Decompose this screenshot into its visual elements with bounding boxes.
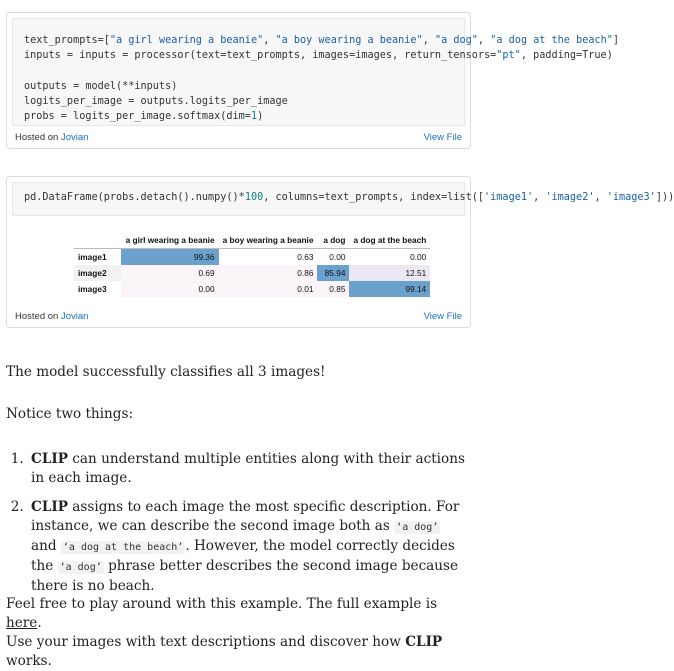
inline-code: ‘a dog’: [59, 562, 102, 573]
code-token: ]: [612, 35, 620, 46]
table-cell: 0.85: [317, 281, 349, 297]
code-block-2: [12, 182, 674, 216]
code-token: "a girl wearing a beanie": [109, 35, 264, 46]
inline-code: ‘a dog’: [396, 522, 439, 533]
table-row: [74, 249, 430, 266]
code-token: 'image3': [606, 192, 656, 203]
code-line: [24, 48, 613, 63]
list-item-text: and: [31, 538, 61, 554]
code-embed-1: [6, 12, 620, 149]
code-token: , padding=True): [520, 50, 613, 62]
probability-table: [74, 232, 430, 297]
table-cell: 99.14: [349, 281, 430, 297]
view-file-link[interactable]: View File: [423, 310, 462, 322]
numbered-list: [8, 450, 468, 606]
list-item: [28, 450, 468, 488]
embed-footer-1: [7, 126, 470, 148]
code-token: ,: [533, 192, 546, 203]
code-block-1: [12, 18, 620, 126]
table-cell: 85.94: [317, 265, 349, 281]
code-line: [24, 109, 464, 124]
code-token: outputs = model(**inputs): [24, 80, 178, 92]
code-token: "a boy wearing a beanie": [275, 35, 423, 46]
code-token: probs = logits_per_image.softmax(dim=: [24, 111, 251, 123]
code-line: [24, 63, 464, 78]
list-item-text: assigns to each image the most specific description. For instance, we can describe the second image both as: [31, 499, 460, 534]
table-cell: 0.00: [317, 249, 349, 266]
code-line: [24, 79, 464, 94]
list-item-text: phrase better describes the second image because there is no beach.: [31, 558, 459, 594]
table-cell: 0.00: [349, 249, 430, 266]
code-embed-2: [6, 176, 674, 328]
view-file-link[interactable]: View File: [423, 131, 462, 143]
table-cell: 0.01: [219, 281, 318, 297]
code-token: ): [257, 111, 264, 123]
hosted-on-label: Hosted on Jovian: [15, 310, 89, 322]
index-header: [74, 232, 121, 249]
table-row: [74, 281, 430, 297]
clip-bold: CLIP: [31, 451, 68, 467]
code-token: ])): [655, 192, 674, 203]
row-label: image1: [78, 252, 107, 262]
list-item: [28, 498, 468, 596]
code-line: [24, 190, 674, 205]
table-cell: 99.36: [121, 249, 219, 266]
row-label: image3: [78, 284, 107, 294]
code-token: "pt": [496, 50, 521, 62]
column-header: a boy wearing a beanie: [219, 232, 318, 249]
clip-bold: CLIP: [31, 499, 68, 515]
code-token: 'image2': [545, 192, 595, 203]
table-cell: 0.69: [121, 265, 219, 281]
paragraph-result: The model successfully classifies all 3 images!: [6, 364, 326, 380]
paragraph-notice: Notice two things:: [6, 406, 134, 422]
clip-bold: CLIP: [405, 634, 443, 650]
code-token: ,: [594, 192, 607, 203]
code-token: 1: [250, 111, 258, 123]
here-link[interactable]: here: [6, 615, 38, 631]
code-token: "a dog": [434, 35, 478, 46]
code-token: ,: [263, 35, 276, 46]
dataframe-output: [12, 216, 465, 305]
column-header: a dog: [317, 232, 349, 249]
code-token: 'image1': [484, 192, 534, 203]
code-token: "a dog at the beach": [490, 35, 613, 46]
row-label: image2: [78, 268, 107, 278]
code-token: text_prompts=[: [24, 35, 110, 46]
paragraph-footer: [6, 595, 466, 671]
hosted-on-label: Hosted on Jovian: [15, 131, 89, 143]
table-header-row: [74, 232, 430, 249]
list-item-text: . However, the model correctly decides the: [31, 538, 455, 574]
code-token: 100: [244, 192, 264, 203]
code-token: ,: [477, 35, 491, 46]
code-token: pd.DataFrame(probs.detach().numpy()*: [24, 192, 245, 203]
column-header: a girl wearing a beanie: [121, 232, 219, 249]
table-cell: 0.63: [219, 249, 318, 266]
table-cell: 0.86: [219, 265, 318, 281]
jovian-link[interactable]: Jovian: [60, 310, 89, 322]
embed-footer-2: [7, 305, 470, 327]
play-around-line: Feel free to play around with this example. The full example is here.: [6, 596, 438, 631]
jovian-link[interactable]: Jovian: [60, 131, 89, 143]
code-line: [24, 94, 464, 109]
table-cell: 12.51: [349, 265, 430, 281]
code-line: [24, 33, 620, 48]
use-images-line: Use your images with text descriptions and discover how CLIP works.: [6, 634, 443, 669]
table-cell: 0.00: [121, 281, 219, 297]
code-token: logits_per_image = outputs.logits_per_image: [24, 95, 288, 107]
code-token: , columns=text_prompts, index=list([: [263, 192, 485, 203]
column-header: a dog at the beach: [349, 232, 430, 249]
inline-code: ‘a dog at the beach’: [62, 542, 184, 553]
table-row: [74, 265, 430, 281]
code-token: inputs = inputs = processor(text=text_prompts, images=images, return_tensors=: [24, 50, 497, 62]
code-token: ,: [422, 35, 435, 46]
list-item-text: can understand multiple entities along with their actions in each image.: [31, 451, 465, 486]
